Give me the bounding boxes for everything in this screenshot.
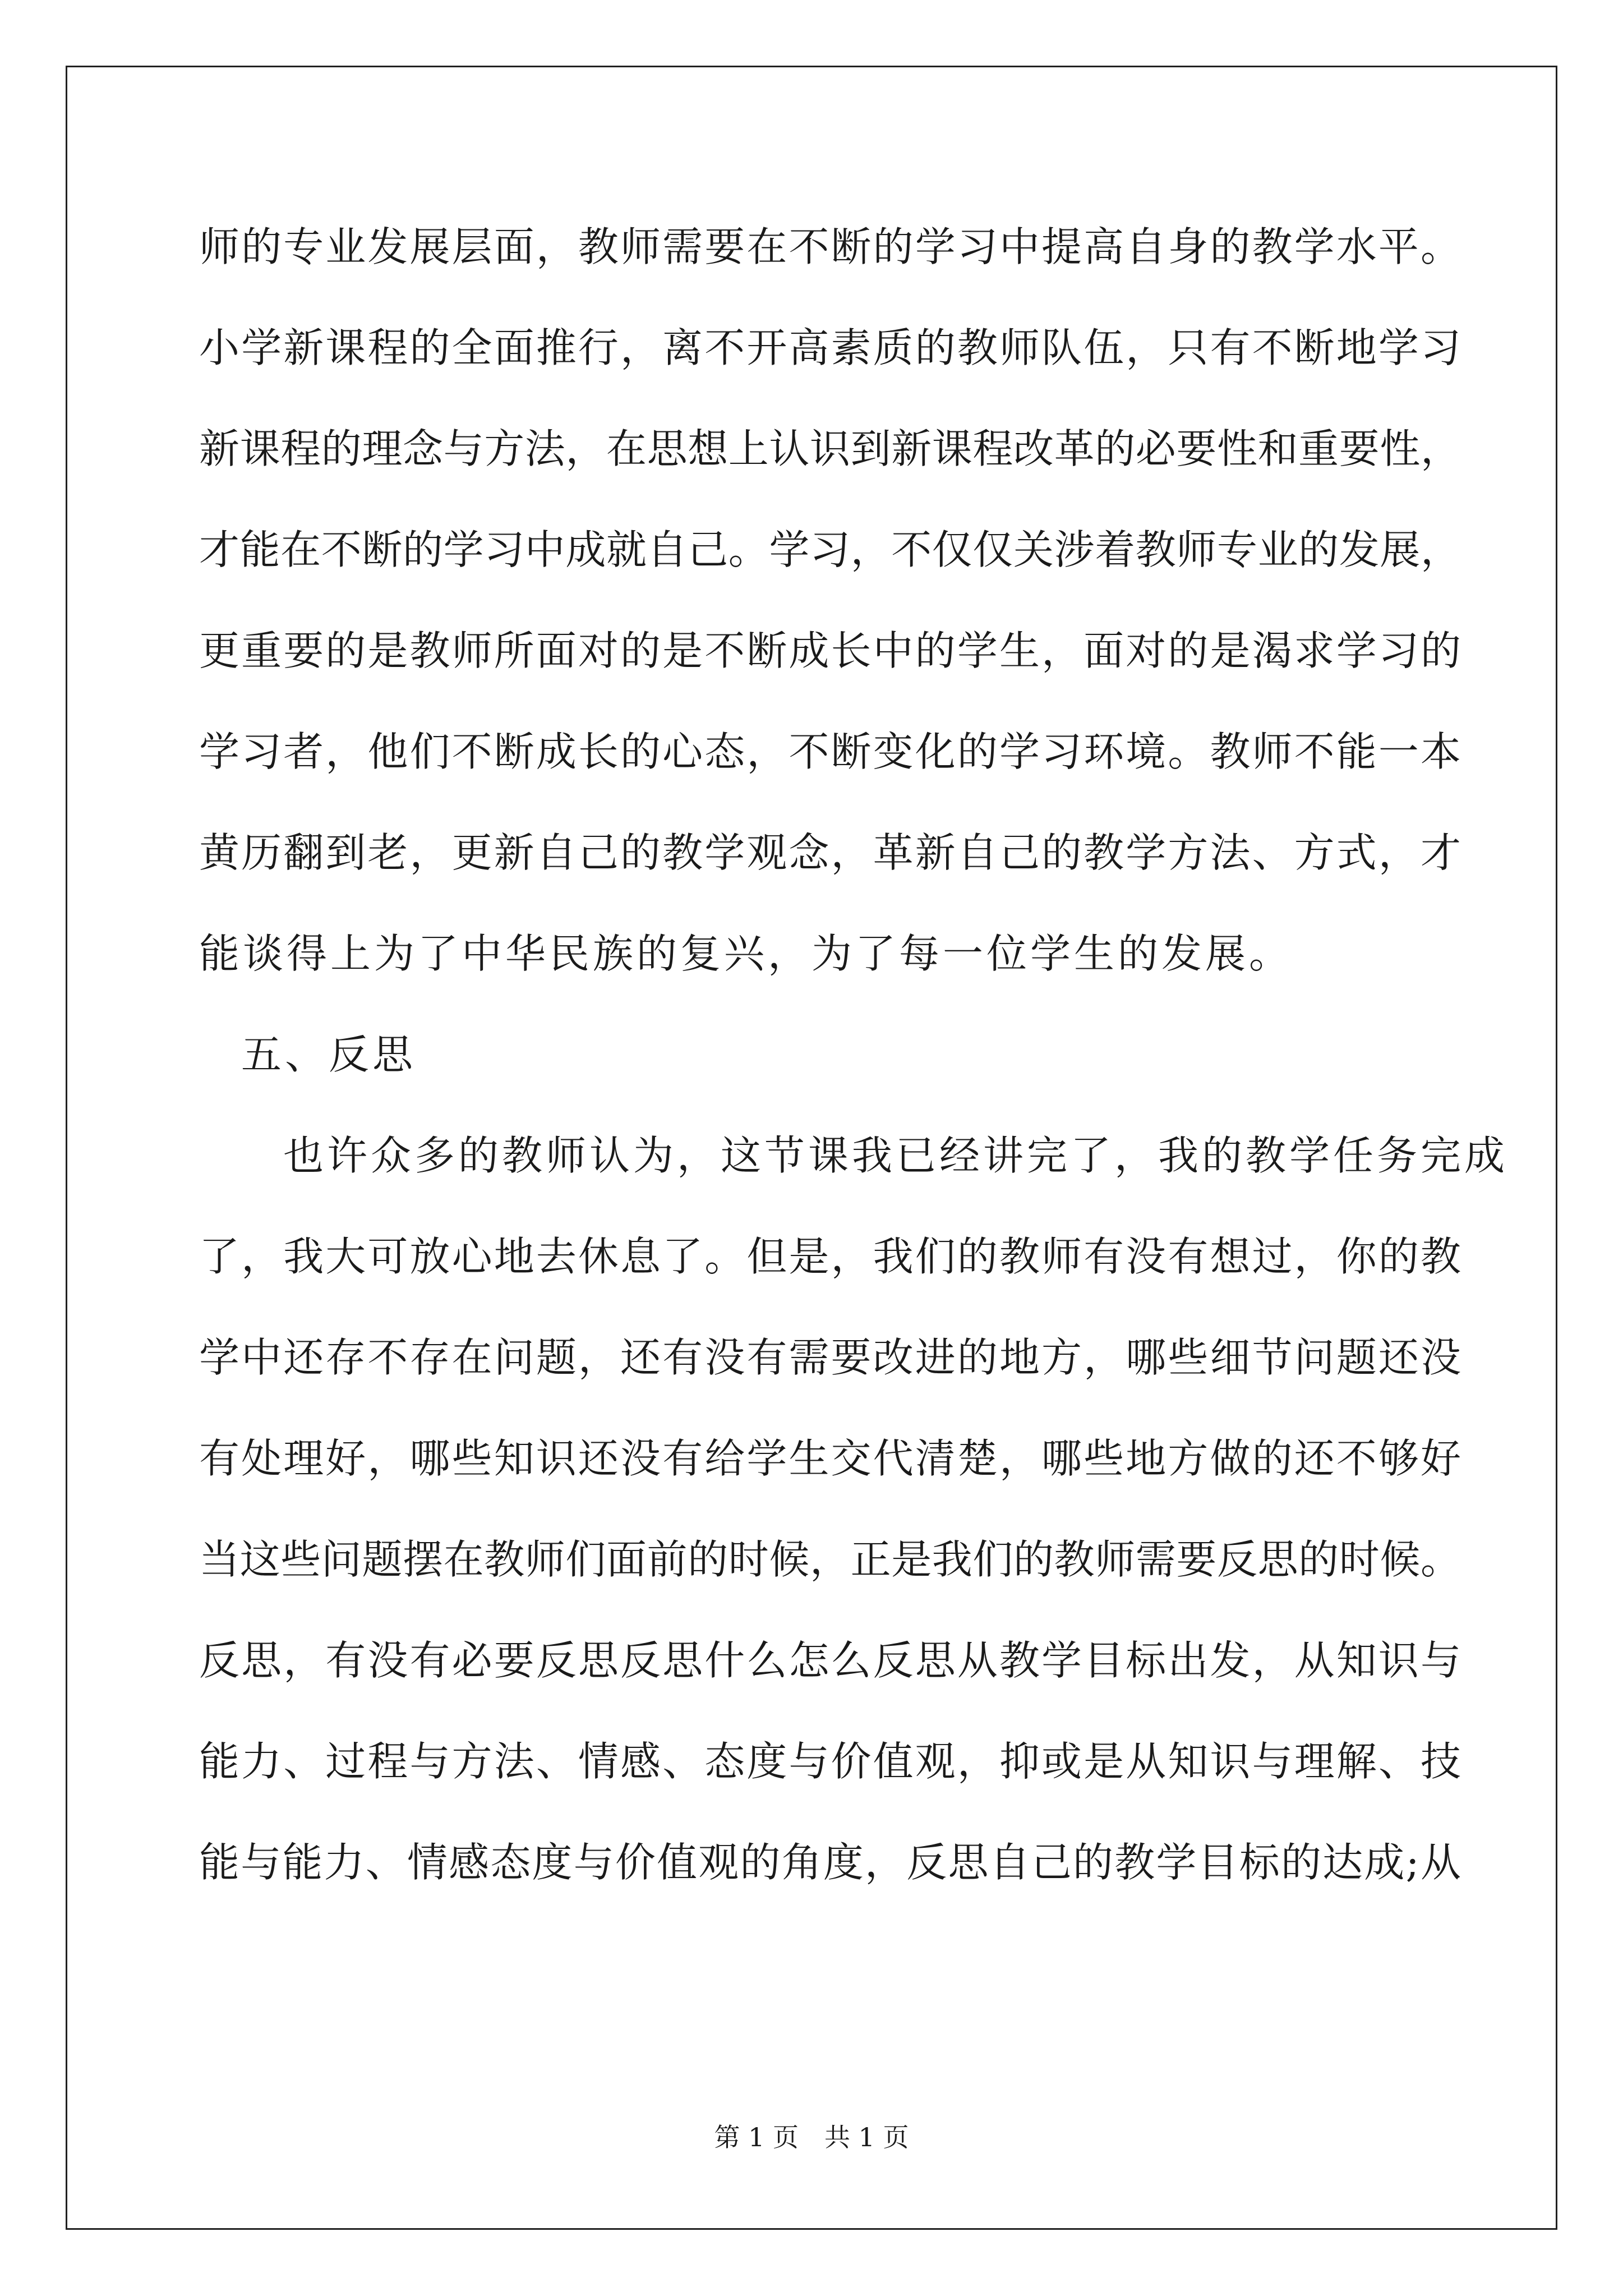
body-line-4: 才能在不断的学习中成就自己。学习，不仅仅关涉着教师专业的发展， (199, 526, 1461, 573)
body-line-10: 也许众多的教师认为，这节课我已经讲完了，我的教学任务完成 (283, 1132, 1509, 1179)
body-line-5: 更重要的是教师所面对的是不断成长中的学生，面对的是渴求学习的 (199, 627, 1461, 674)
body-line-12: 学中还存不存在问题，还有没有需要改进的地方，哪些细节问题还没 (199, 1334, 1461, 1381)
body-line-2: 小学新课程的全面推行，离不开高素质的教师队伍，只有不断地学习 (199, 324, 1461, 371)
body-line-16: 能力、过程与方法、情感、态度与价值观，抑或是从知识与理解、技 (199, 1738, 1461, 1785)
body-line-1: 师的专业发展层面，教师需要在不断的学习中提高自身的教学水平。 (199, 223, 1461, 270)
body-line-3: 新课程的理念与方法，在思想上认识到新课程改革的必要性和重要性， (199, 425, 1461, 472)
section-heading: 五、反思 (241, 1031, 417, 1078)
body-line-11: 了，我大可放心地去休息了。但是，我们的教师有没有想过，你的教 (199, 1233, 1461, 1280)
page-number-footer: 第 1 页 共 1 页 (714, 2122, 909, 2152)
body-line-8: 能谈得上为了中华民族的复兴，为了每一位学生的发展。 (199, 930, 1293, 977)
body-line-6: 学习者，他们不断成长的心态，不断变化的学习环境。教师不能一本 (199, 728, 1461, 775)
body-line-13: 有处理好，哪些知识还没有给学生交代清楚，哪些地方做的还不够好 (199, 1435, 1461, 1482)
body-line-14: 当这些问题摆在教师们面前的时候，正是我们的教师需要反思的时候。 (199, 1536, 1461, 1583)
body-line-7: 黄历翻到老，更新自己的教学观念，革新自己的教学方法、方式，才 (199, 829, 1461, 876)
body-line-15: 反思，有没有必要反思反思什么怎么反思从教学目标出发，从知识与 (199, 1637, 1461, 1684)
body-line-17: 能与能力、情感态度与价值观的角度，反思自己的教学目标的达成;从 (199, 1839, 1461, 1886)
